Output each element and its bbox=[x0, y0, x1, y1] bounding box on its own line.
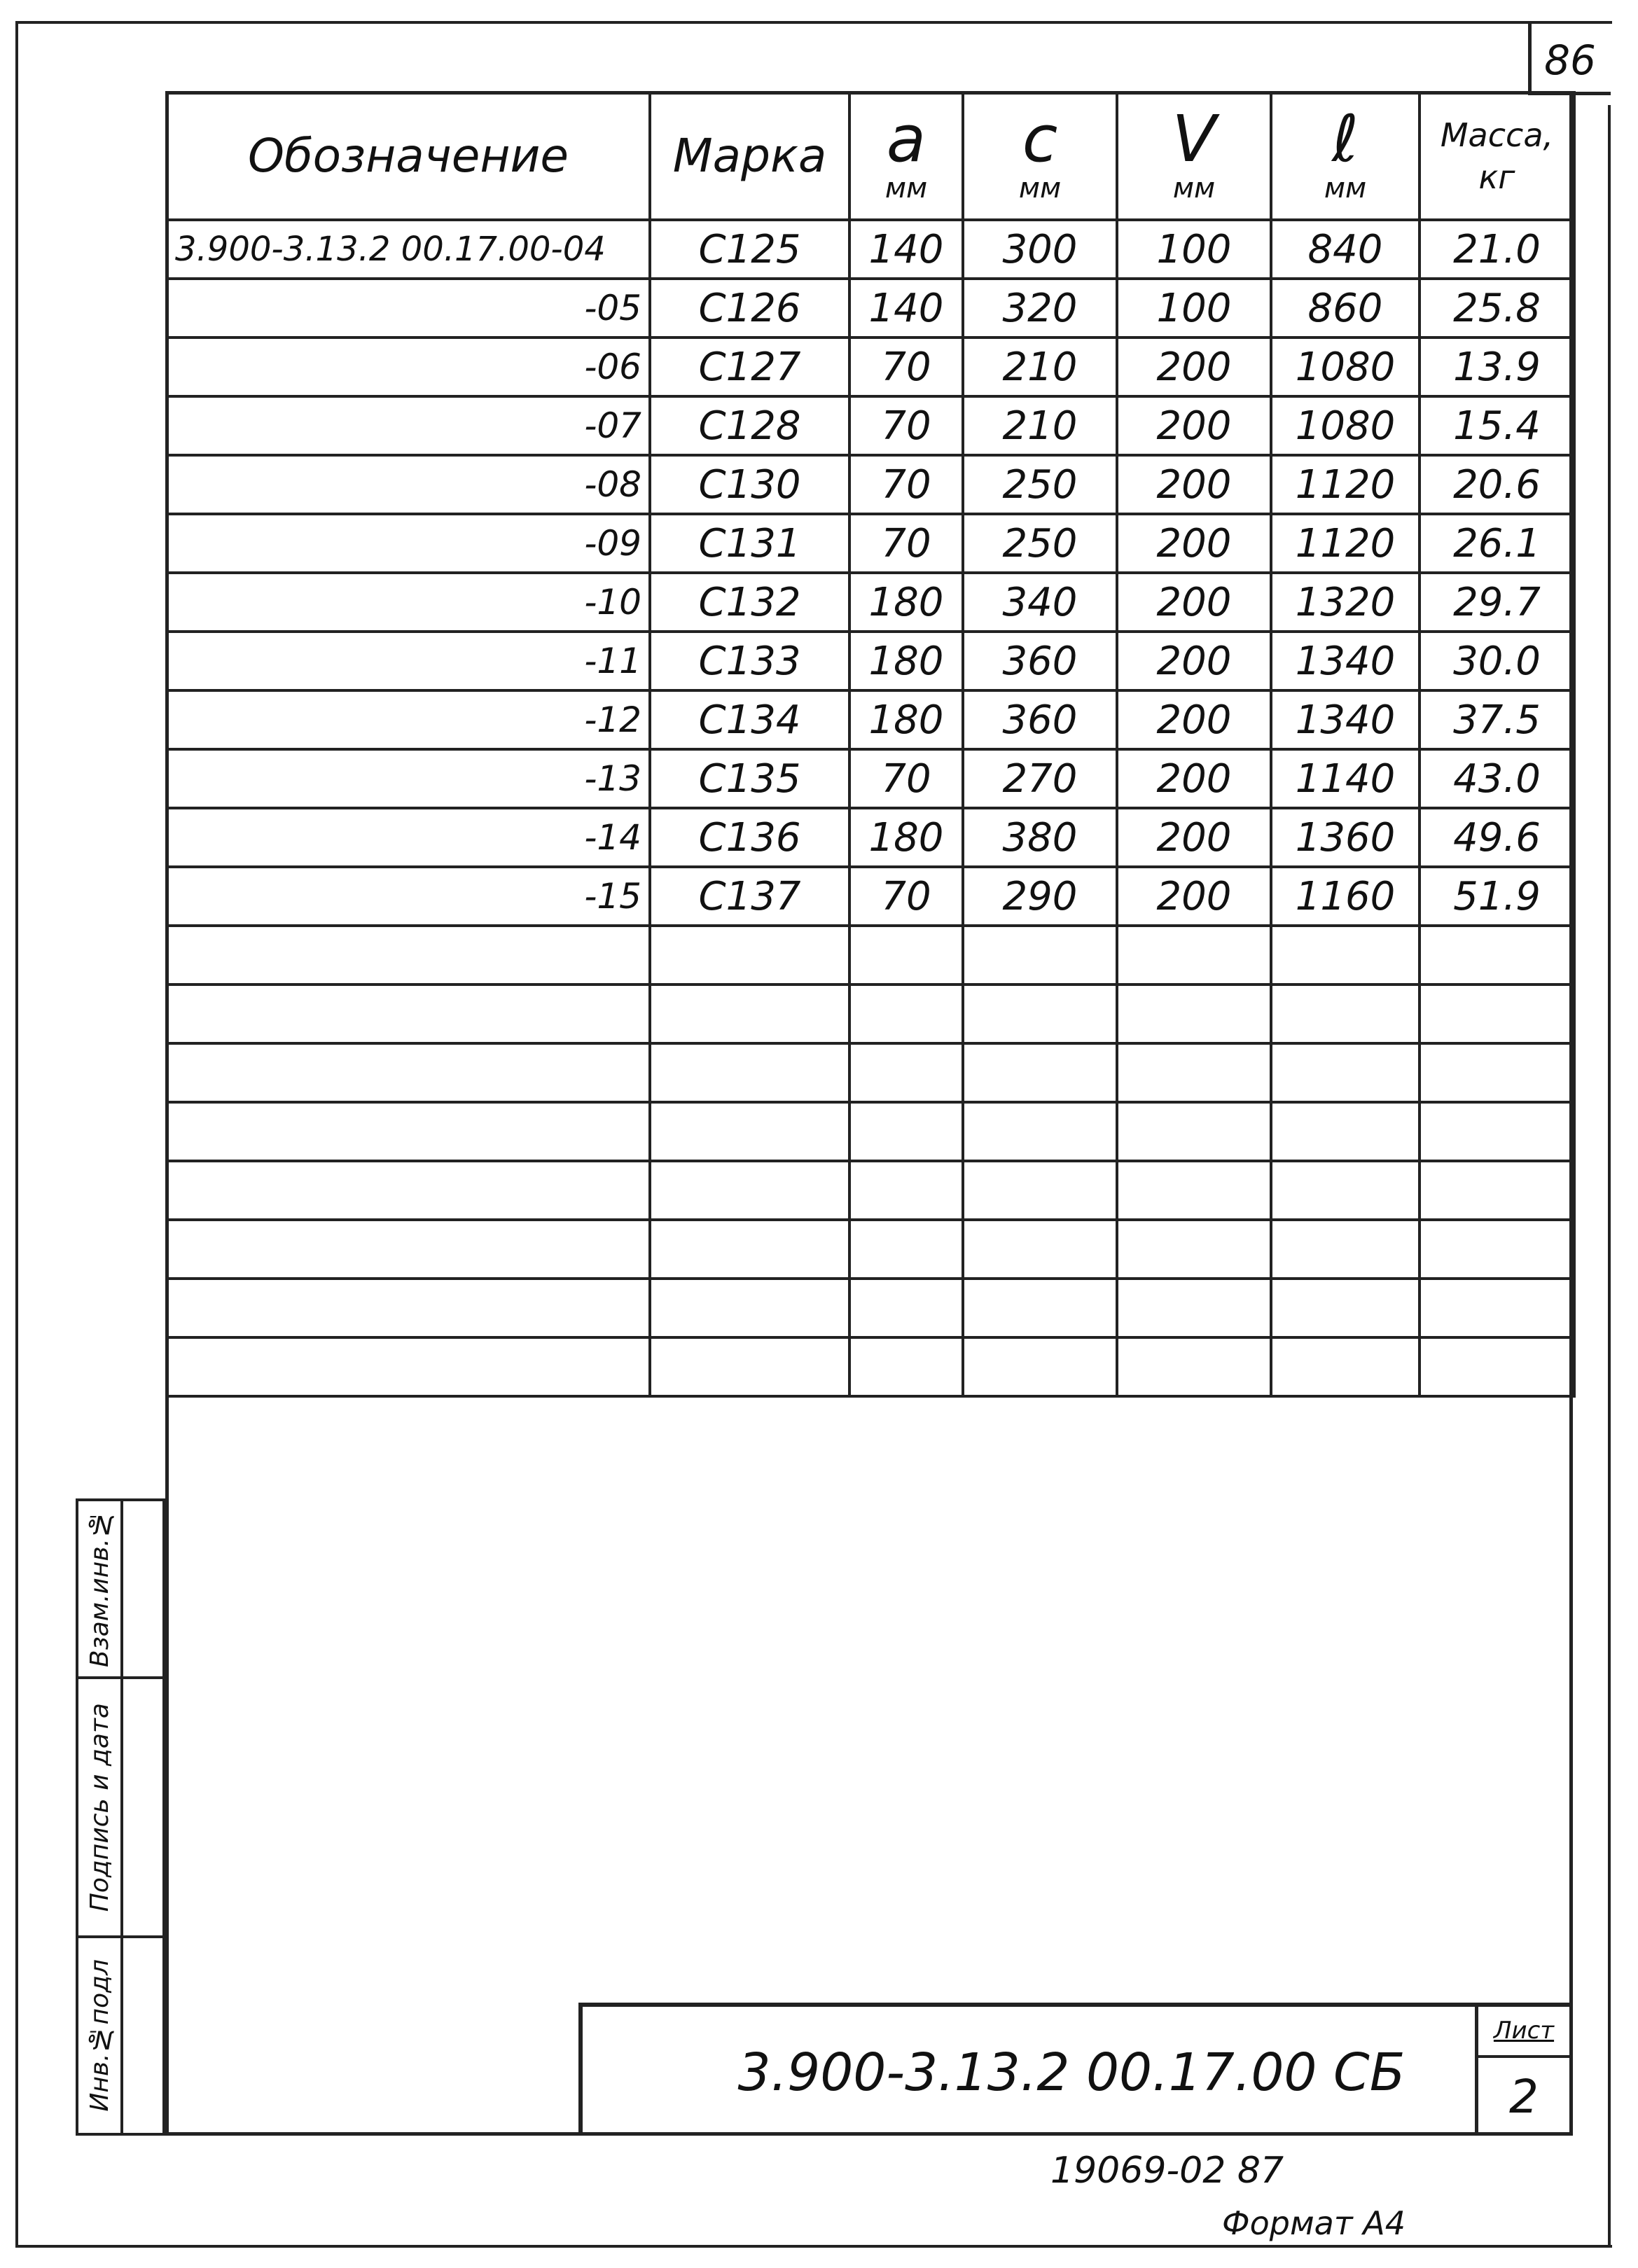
cell-empty bbox=[1117, 1337, 1271, 1396]
cell-empty bbox=[1117, 985, 1271, 1043]
cell-a: 180 bbox=[849, 632, 963, 690]
cell-l: 1340 bbox=[1271, 632, 1420, 690]
cell-empty bbox=[167, 1161, 650, 1220]
table-row bbox=[167, 514, 1574, 573]
cell-empty bbox=[167, 1279, 650, 1337]
cell-empty bbox=[650, 1279, 849, 1337]
cell-empty bbox=[849, 985, 963, 1043]
cell-mark: С133 bbox=[650, 632, 849, 690]
cell-v: 200 bbox=[1117, 573, 1271, 632]
cell-empty bbox=[1117, 926, 1271, 985]
approval-stamp-strip bbox=[76, 1498, 165, 2136]
cell-empty bbox=[1420, 1161, 1574, 1220]
table-row bbox=[167, 749, 1574, 808]
cell-a: 70 bbox=[849, 455, 963, 514]
cell-l: 1080 bbox=[1271, 396, 1420, 455]
table-header-row bbox=[167, 92, 1574, 220]
cell-v: 200 bbox=[1117, 514, 1271, 573]
cell-empty bbox=[167, 926, 650, 985]
archive-number: 19069-02 87 bbox=[1050, 2150, 1284, 2192]
table-row-empty bbox=[167, 1279, 1574, 1337]
cell-l: 1120 bbox=[1271, 455, 1420, 514]
cell-mass: 51.9 bbox=[1420, 867, 1574, 926]
cell-c: 300 bbox=[963, 220, 1117, 279]
strip-divider bbox=[120, 1501, 123, 2133]
cell-v: 100 bbox=[1117, 220, 1271, 279]
cell-c: 320 bbox=[963, 279, 1117, 338]
cell-empty bbox=[650, 1220, 849, 1279]
cell-empty bbox=[1420, 1220, 1574, 1279]
cell-l: 1140 bbox=[1271, 749, 1420, 808]
document-code: 3.900-3.13.2 00.17.00 СБ bbox=[737, 2043, 1406, 2103]
cell-l: 1160 bbox=[1271, 867, 1420, 926]
cell-mass: 13.9 bbox=[1420, 338, 1574, 396]
cell-l: 840 bbox=[1271, 220, 1420, 279]
cell-empty bbox=[650, 926, 849, 985]
specification-table bbox=[165, 91, 1576, 1398]
table-row bbox=[167, 632, 1574, 690]
cell-empty bbox=[849, 1102, 963, 1161]
cell-l: 1320 bbox=[1271, 573, 1420, 632]
sheet-cell-divider bbox=[1475, 2055, 1573, 2058]
cell-c: 210 bbox=[963, 396, 1117, 455]
table-row-empty bbox=[167, 1043, 1574, 1102]
cell-designation: -10 bbox=[167, 573, 650, 632]
cell-empty bbox=[650, 1161, 849, 1220]
header-a: a мм bbox=[849, 92, 963, 220]
cell-a: 70 bbox=[849, 338, 963, 396]
cell-v: 200 bbox=[1117, 396, 1271, 455]
cell-empty bbox=[849, 1279, 963, 1337]
cell-designation: -13 bbox=[167, 749, 650, 808]
cell-mark: С131 bbox=[650, 514, 849, 573]
cell-mass: 29.7 bbox=[1420, 573, 1574, 632]
cell-v: 200 bbox=[1117, 455, 1271, 514]
cell-empty bbox=[1420, 1043, 1574, 1102]
cell-designation: -09 bbox=[167, 514, 650, 573]
cell-empty bbox=[849, 1220, 963, 1279]
cell-empty bbox=[963, 1043, 1117, 1102]
cell-empty bbox=[1271, 985, 1420, 1043]
cell-a: 70 bbox=[849, 514, 963, 573]
cell-empty bbox=[1271, 1043, 1420, 1102]
cell-empty bbox=[1271, 1161, 1420, 1220]
cell-l: 1360 bbox=[1271, 808, 1420, 867]
cell-empty bbox=[1271, 1337, 1420, 1396]
cell-empty bbox=[1420, 1102, 1574, 1161]
cell-empty bbox=[849, 1043, 963, 1102]
cell-a: 180 bbox=[849, 808, 963, 867]
table-row bbox=[167, 396, 1574, 455]
cell-empty bbox=[1117, 1102, 1271, 1161]
cell-designation: -14 bbox=[167, 808, 650, 867]
cell-c: 250 bbox=[963, 514, 1117, 573]
cell-empty bbox=[650, 1102, 849, 1161]
cell-designation: -11 bbox=[167, 632, 650, 690]
cell-mass: 21.0 bbox=[1420, 220, 1574, 279]
cell-a: 140 bbox=[849, 279, 963, 338]
cell-designation: -05 bbox=[167, 279, 650, 338]
cell-empty bbox=[963, 926, 1117, 985]
cell-empty bbox=[1420, 1279, 1574, 1337]
table-row bbox=[167, 338, 1574, 396]
cell-empty bbox=[849, 1161, 963, 1220]
sheet-border-right bbox=[1608, 105, 1611, 2248]
cell-c: 210 bbox=[963, 338, 1117, 396]
header-v: V мм bbox=[1117, 92, 1271, 220]
cell-mark: С137 bbox=[650, 867, 849, 926]
cell-designation: 3.900-3.13.2 00.17.00-04 bbox=[167, 220, 650, 279]
cell-empty bbox=[167, 1337, 650, 1396]
cell-a: 140 bbox=[849, 220, 963, 279]
cell-mark: С132 bbox=[650, 573, 849, 632]
sheet-label: Лист bbox=[1493, 2017, 1555, 2045]
cell-c: 270 bbox=[963, 749, 1117, 808]
cell-empty bbox=[1420, 1337, 1574, 1396]
cell-empty bbox=[1271, 1102, 1420, 1161]
cell-mark: С127 bbox=[650, 338, 849, 396]
cell-mass: 20.6 bbox=[1420, 455, 1574, 514]
cell-empty bbox=[1271, 1220, 1420, 1279]
cell-mass: 49.6 bbox=[1420, 808, 1574, 867]
cell-empty bbox=[963, 1337, 1117, 1396]
header-designation: Обозначение bbox=[167, 92, 650, 220]
cell-empty bbox=[1420, 985, 1574, 1043]
table-row-empty bbox=[167, 1161, 1574, 1220]
cell-v: 200 bbox=[1117, 690, 1271, 749]
cell-v: 200 bbox=[1117, 338, 1271, 396]
cell-v: 200 bbox=[1117, 808, 1271, 867]
cell-l: 1340 bbox=[1271, 690, 1420, 749]
cell-empty bbox=[1117, 1279, 1271, 1337]
table-row bbox=[167, 279, 1574, 338]
cell-designation: -15 bbox=[167, 867, 650, 926]
cell-empty bbox=[963, 985, 1117, 1043]
cell-mark: С135 bbox=[650, 749, 849, 808]
cell-v: 100 bbox=[1117, 279, 1271, 338]
cell-empty bbox=[963, 1161, 1117, 1220]
cell-empty bbox=[1117, 1161, 1271, 1220]
cell-a: 70 bbox=[849, 749, 963, 808]
cell-mark: С136 bbox=[650, 808, 849, 867]
cell-mass: 25.8 bbox=[1420, 279, 1574, 338]
cell-empty bbox=[963, 1102, 1117, 1161]
cell-mark: С128 bbox=[650, 396, 849, 455]
table-row-empty bbox=[167, 985, 1574, 1043]
cell-empty bbox=[1271, 1279, 1420, 1337]
cell-a: 180 bbox=[849, 573, 963, 632]
cell-empty bbox=[1271, 926, 1420, 985]
table-row-empty bbox=[167, 1337, 1574, 1396]
sheet-number: 2 bbox=[1509, 2070, 1539, 2124]
cell-empty bbox=[1117, 1220, 1271, 1279]
header-mark: Марка bbox=[650, 92, 849, 220]
header-c: c мм bbox=[963, 92, 1117, 220]
cell-a: 70 bbox=[849, 867, 963, 926]
cell-mark: С134 bbox=[650, 690, 849, 749]
cell-c: 360 bbox=[963, 690, 1117, 749]
stamp-field-signature: Подпись и дата bbox=[85, 1702, 114, 1912]
cell-empty bbox=[963, 1279, 1117, 1337]
cell-mass: 37.5 bbox=[1420, 690, 1574, 749]
table-row-empty bbox=[167, 1220, 1574, 1279]
cell-c: 290 bbox=[963, 867, 1117, 926]
cell-mark: С130 bbox=[650, 455, 849, 514]
table-row-empty bbox=[167, 926, 1574, 985]
cell-mark: С126 bbox=[650, 279, 849, 338]
page-number: 86 bbox=[1544, 36, 1596, 84]
table-row bbox=[167, 690, 1574, 749]
stamp-field-replacement: Взам.инв.№ bbox=[85, 1510, 114, 1668]
header-mass: Масса, кг bbox=[1420, 92, 1574, 220]
cell-empty bbox=[167, 1220, 650, 1279]
cell-empty bbox=[849, 926, 963, 985]
cell-empty bbox=[1420, 926, 1574, 985]
cell-designation: -06 bbox=[167, 338, 650, 396]
table-row bbox=[167, 808, 1574, 867]
cell-designation: -07 bbox=[167, 396, 650, 455]
cell-empty bbox=[849, 1337, 963, 1396]
cell-c: 250 bbox=[963, 455, 1117, 514]
cell-c: 360 bbox=[963, 632, 1117, 690]
cell-a: 70 bbox=[849, 396, 963, 455]
cell-empty bbox=[963, 1220, 1117, 1279]
header-l: ℓ мм bbox=[1271, 92, 1420, 220]
cell-c: 340 bbox=[963, 573, 1117, 632]
table-row bbox=[167, 867, 1574, 926]
cell-empty bbox=[167, 1102, 650, 1161]
cell-mark: С125 bbox=[650, 220, 849, 279]
cell-v: 200 bbox=[1117, 749, 1271, 808]
sheet-cell-divider bbox=[1475, 2003, 1478, 2136]
cell-mass: 26.1 bbox=[1420, 514, 1574, 573]
cell-mass: 15.4 bbox=[1420, 396, 1574, 455]
cell-v: 200 bbox=[1117, 867, 1271, 926]
cell-empty bbox=[650, 985, 849, 1043]
cell-empty bbox=[167, 1043, 650, 1102]
cell-l: 1120 bbox=[1271, 514, 1420, 573]
stamp-field-inventory: Инв.№подл bbox=[85, 1959, 114, 2112]
cell-empty bbox=[650, 1043, 849, 1102]
cell-designation: -12 bbox=[167, 690, 650, 749]
cell-v: 200 bbox=[1117, 632, 1271, 690]
table-row-empty bbox=[167, 1102, 1574, 1161]
table-body bbox=[167, 220, 1574, 1396]
cell-mass: 43.0 bbox=[1420, 749, 1574, 808]
table-row bbox=[167, 455, 1574, 514]
table-row bbox=[167, 220, 1574, 279]
cell-mass: 30.0 bbox=[1420, 632, 1574, 690]
cell-empty bbox=[167, 985, 650, 1043]
cell-c: 380 bbox=[963, 808, 1117, 867]
format-label: Формат А4 bbox=[1222, 2204, 1406, 2242]
cell-l: 860 bbox=[1271, 279, 1420, 338]
cell-a: 180 bbox=[849, 690, 963, 749]
cell-l: 1080 bbox=[1271, 338, 1420, 396]
cell-designation: -08 bbox=[167, 455, 650, 514]
cell-empty bbox=[650, 1337, 849, 1396]
table-row bbox=[167, 573, 1574, 632]
cell-empty bbox=[1117, 1043, 1271, 1102]
